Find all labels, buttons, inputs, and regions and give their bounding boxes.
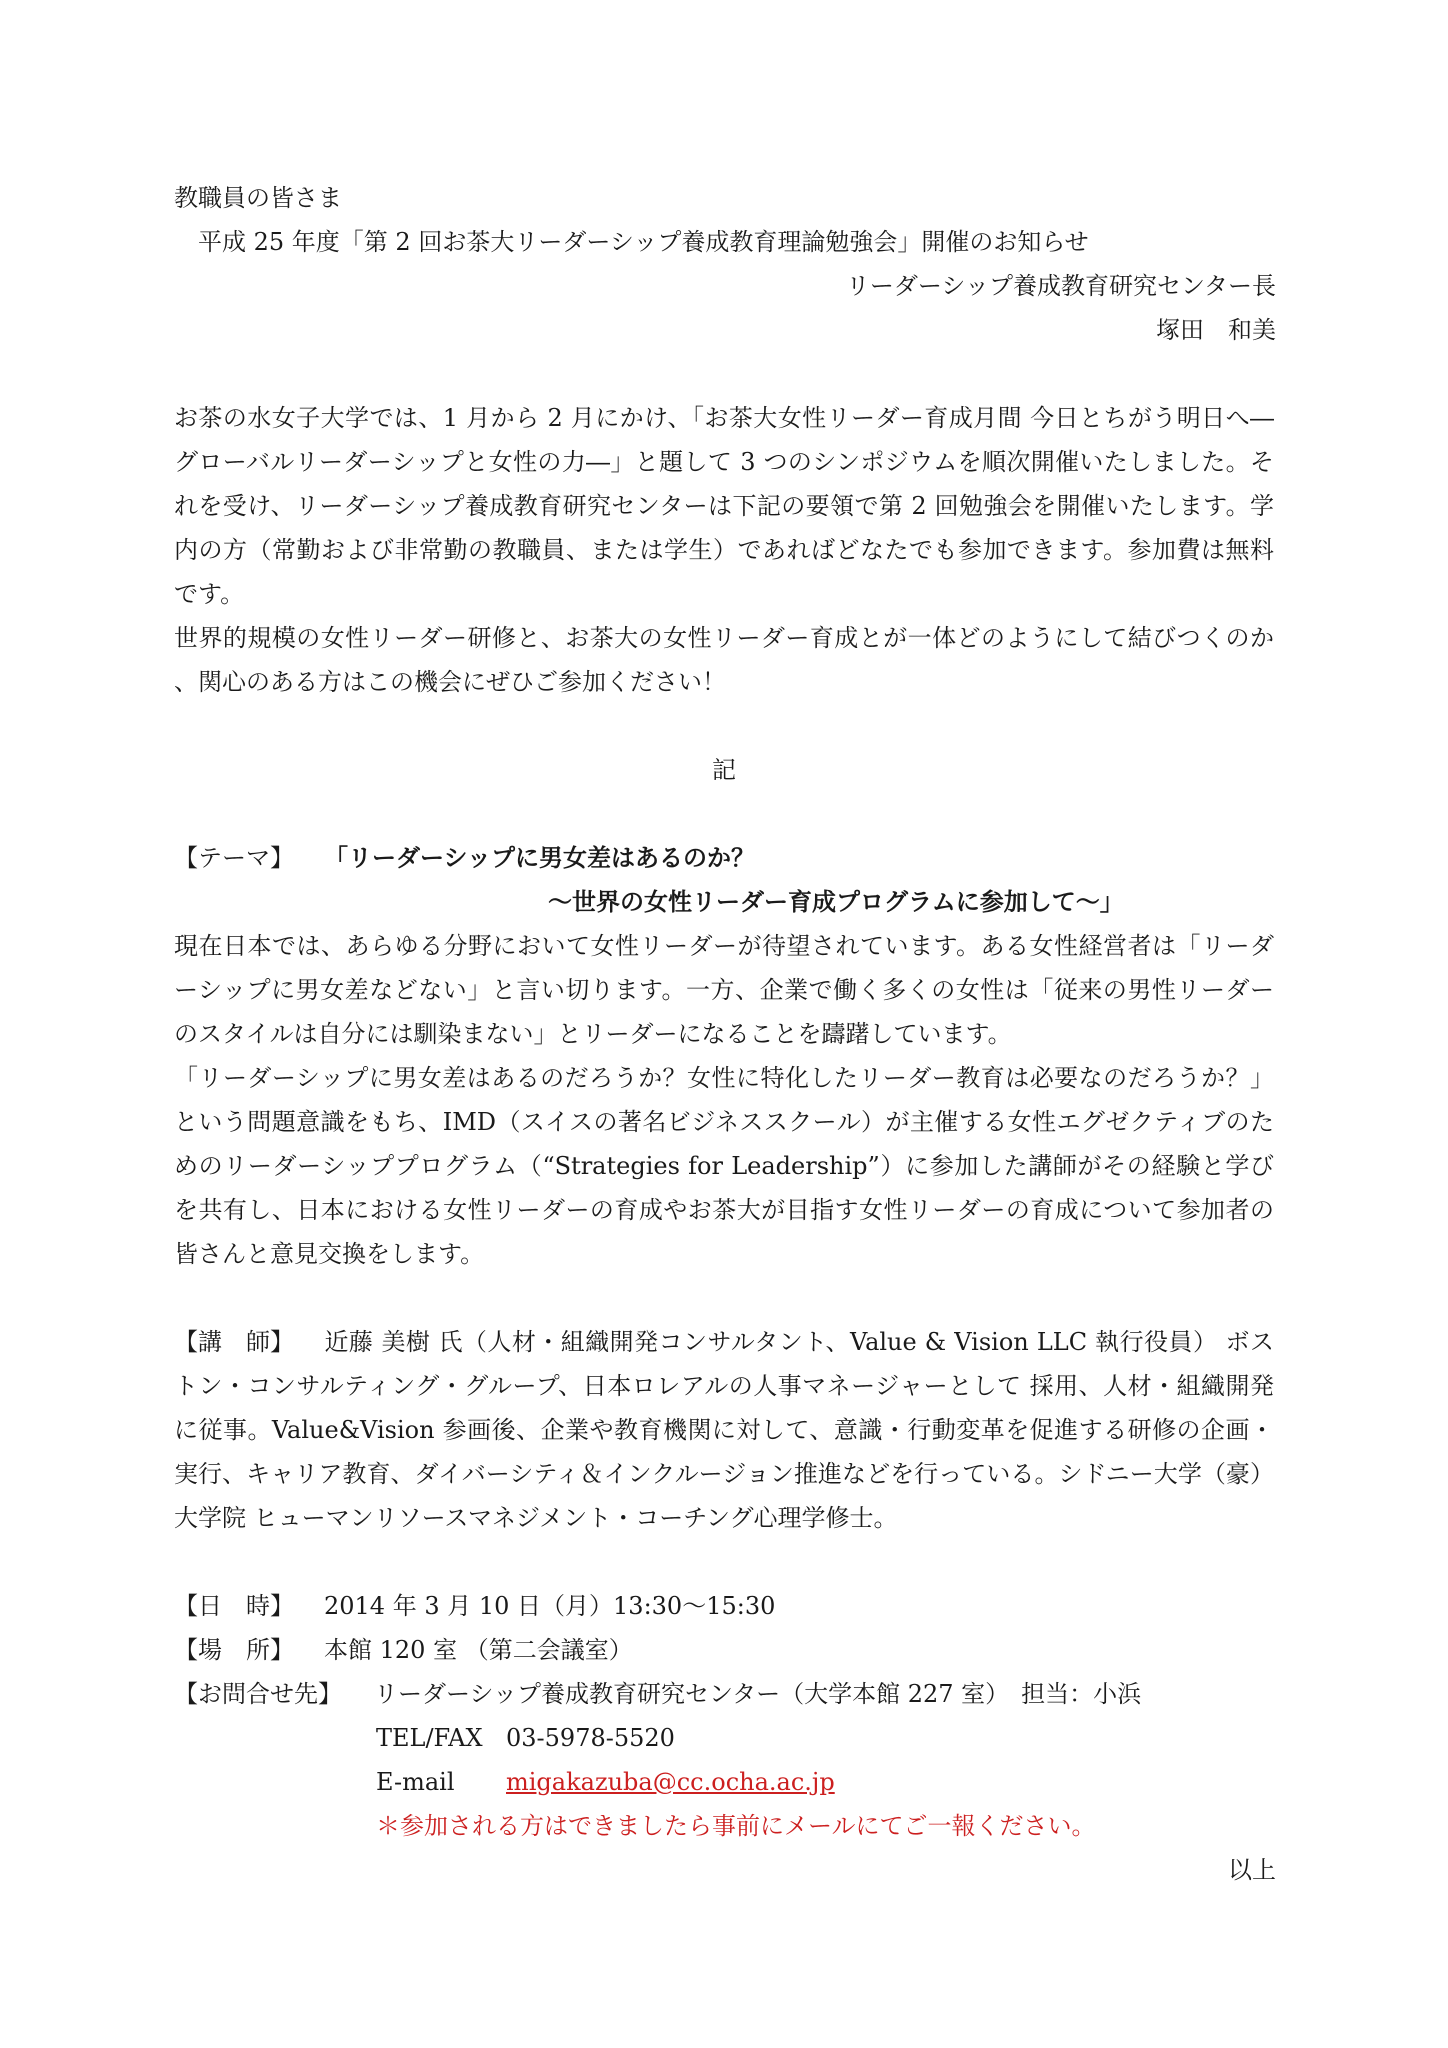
closing-mark: 以上	[1228, 1856, 1276, 1884]
theme-body-second: 「リーダーシップに男女差はあるのだろうか？女性に特化したリーダー教育は必要なのだろうか？」という問題意識をもち、IMD（スイスの著名ビジネススクール）が主催する女性エグゼクティブのためのリーダーシッププログラム（“Strategies for Leadership”）に参加した講師がその経験と学びを共有し、日本における女性リーダーの育成やお茶大が目指す女性リーダーの育成について参加者の皆さんと意見交換をします。	[174, 1064, 1274, 1268]
lecturer-section	[174, 1320, 1274, 1540]
place-value: 本館 120 室 （第二会議室）	[324, 1636, 633, 1664]
theme-heading	[174, 836, 755, 880]
tel-value: 03-5978-5520	[506, 1724, 675, 1752]
theme-title-line1: 「リーダーシップに男女差はあるのか？	[324, 844, 756, 872]
addressee: 教職員の皆さま	[174, 184, 342, 212]
tel-label: TEL/FAX	[376, 1724, 483, 1752]
date-label: 【日 時】	[174, 1592, 294, 1620]
document-title: 平成 25 年度「第 2 回お茶大リーダーシップ養成教育理論勉強会」開催のお知らせ	[198, 228, 1089, 256]
place-row	[174, 1628, 633, 1672]
theme-title-line2: ～世界の女性リーダー育成プログラムに参加して～」	[548, 888, 1124, 916]
theme-body: 現在日本では、あらゆる分野において女性リーダーが待望されています。ある女性経営者は「リーダーシップに男女差などない」と言い切ります。一方、企業で働く多くの女性は「従来の男性リーダーのスタイルは自分には馴染まない」とリーダーになることを躊躇しています。	[174, 932, 1274, 1048]
email-label: E-mail	[376, 1768, 455, 1796]
date-row	[174, 1584, 775, 1628]
sender-organization: リーダーシップ養成教育研究センター長	[845, 272, 1276, 300]
tel-row	[376, 1716, 675, 1760]
contact-row	[174, 1672, 1141, 1716]
email-row	[376, 1760, 835, 1804]
contact-label: 【お問合せ先】	[174, 1680, 342, 1708]
lecturer-label: 【講 師】	[174, 1328, 294, 1356]
place-label: 【場 所】	[174, 1636, 294, 1664]
lecturer-body: 近藤 美樹 氏（人材・組織開発コンサルタント、Value & Vision LLC 執行役員） ボストン・コンサルティング・グループ、日本ロレアルの人事マネージャーとして 採用、人材・組織開発に従事。Value&Vision 参画後、企業や教育機関に対して、意識・行動変革を促進する研修の企画・実行、キャリア教育、ダイバーシティ＆インクルージョン推進などを行っている。シドニー大学（豪）大学院 ヒューマンリソースマネジメント・コーチング心理学修士。	[174, 1328, 1274, 1532]
registration-note: ＊参加される方はできましたら事前にメールにてご一報ください。	[376, 1812, 1096, 1840]
intro-invitation: 世界的規模の女性リーダー研修と、お茶大の女性リーダー育成とが一体どのようにして結びつくのか、関心のある方はこの機会にぜひご参加ください！	[174, 624, 1274, 696]
contact-value: リーダーシップ養成教育研究センター（大学本館 227 室） 担当：小浜	[374, 1680, 1142, 1708]
sender-name: 塚田 和美	[1156, 316, 1276, 344]
intro-paragraph: お茶の水女子大学では、1 月から 2 月にかけ、「お茶大女性リーダー育成月間 今日とちがう明日へ―グローバルリーダーシップと女性の力―」と題して 3 つのシンポジウムを順次開催いたしました。それを受け、リーダーシップ養成教育研究センターは下記の要領で第 2 回勉強会を開催いたします。学内の方（常勤および非常勤の教職員、または学生）であればどなたでも参加できます。参加費は無料です。	[174, 404, 1274, 608]
date-value: 2014 年 3 月 10 日（月）13:30～15:30	[324, 1592, 776, 1620]
theme-label: 【テーマ】	[174, 844, 294, 872]
email-link[interactable]: migakazuba@cc.ocha.ac.jp	[506, 1768, 835, 1796]
ki-heading: 記	[712, 756, 736, 784]
